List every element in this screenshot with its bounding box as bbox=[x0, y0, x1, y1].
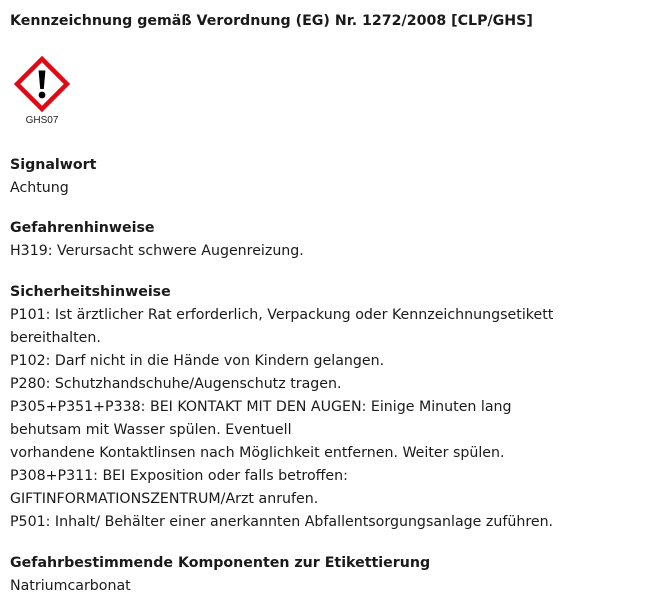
pictogram-label: GHS07 bbox=[25, 115, 59, 126]
precautionary-statement-line: P308+P311: BEI Exposition oder falls betroffen: bbox=[10, 468, 348, 484]
precautionary-statements-heading: Sicherheitshinweise bbox=[10, 284, 171, 300]
hazard-statements-section bbox=[10, 217, 646, 263]
ghs07-exclamation-mark-icon bbox=[14, 56, 70, 112]
precautionary-statement-line: bereithalten. bbox=[10, 330, 101, 346]
precautionary-statement-line: behutsam mit Wasser spülen. Eventuell bbox=[10, 422, 292, 438]
signal-word-value: Achtung bbox=[10, 180, 69, 196]
hazard-statements-heading: Gefahrenhinweise bbox=[10, 220, 155, 236]
signal-word-section bbox=[10, 154, 646, 200]
precautionary-statement-line: vorhandene Kontaktlinsen nach Möglichkeit entfernen. Weiter spülen. bbox=[10, 445, 505, 461]
precautionary-statement-line: P101: Ist ärztlicher Rat erforderlich, Verpackung oder Kennzeichnungsetikett bbox=[10, 307, 554, 323]
labelling-components-section bbox=[10, 552, 646, 598]
precautionary-statement-line: P501: Inhalt/ Behälter einer anerkannten Abfallentsorgungsanlage zuführen. bbox=[10, 514, 554, 530]
signal-word-heading: Signalwort bbox=[10, 157, 97, 173]
hazard-statement-line: H319: Verursacht schwere Augenreizung. bbox=[10, 243, 304, 259]
document-title: Kennzeichnung gemäß Verordnung (EG) Nr. 1272/2008 [CLP/GHS] bbox=[10, 13, 533, 29]
precautionary-statement-line: P102: Darf nicht in die Hände von Kindern gelangen. bbox=[10, 353, 385, 369]
precautionary-statement-line: P305+P351+P338: BEI KONTAKT MIT DEN AUGEN: Einige Minuten lang bbox=[10, 399, 512, 415]
precautionary-statement-line: GIFTINFORMATIONSZENTRUM/Arzt anrufen. bbox=[10, 491, 319, 507]
precautionary-statements-section bbox=[10, 281, 646, 534]
precautionary-statement-line: P280: Schutzhandschuhe/Augenschutz tragen. bbox=[10, 376, 342, 392]
ghs-pictogram bbox=[14, 56, 70, 134]
labelling-components-heading: Gefahrbestimmende Komponenten zur Etikettierung bbox=[10, 555, 431, 571]
labelling-component-line: Natriumcarbonat bbox=[10, 578, 131, 594]
